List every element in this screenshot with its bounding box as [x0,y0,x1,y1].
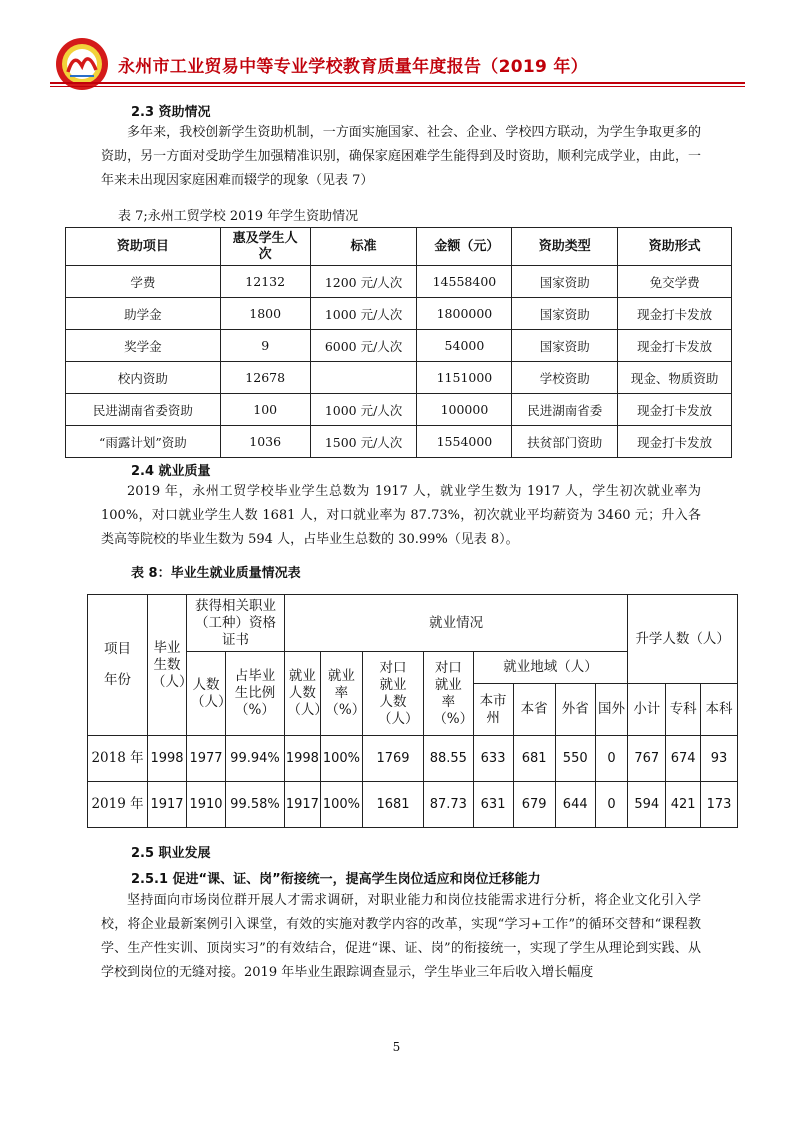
table-8-further-study-header: 升学人数（人） [628,595,738,684]
table-row [66,426,732,458]
table-cell: 1681 [362,782,423,828]
table-cell: 1977 [187,736,226,782]
table-row [66,362,732,394]
table-cell: 国家资助 [512,266,618,298]
table-cell: 88.55 [424,736,474,782]
table-cell: 民进湖南省委 [512,394,618,426]
table-7-header: 惠及学生人次 [220,228,310,266]
table-7-header: 资助形式 [618,228,732,266]
table-cell: 100% [320,782,362,828]
table-cell: 1998 [148,736,187,782]
table-cell: 1998 [284,736,320,782]
table-8-match-num-header: 对口就业人数（人） [362,652,423,736]
table-8-junior-header: 专科 [666,684,701,736]
table-8-emp-rate-header: 就业率（%） [320,652,362,736]
table-cell: 631 [473,782,513,828]
table-8-region-header: 就业地域（人） [473,652,628,684]
table-7-header: 金额（元） [417,228,512,266]
table-7-header: 资助项目 [66,228,221,266]
table-8-cert-header: 获得相关职业（工种）资格证书 [187,595,285,652]
table-cell: 现金打卡发放 [618,298,732,330]
table-row [66,298,732,330]
table-cell: 99.94% [225,736,284,782]
table-8-total-header: 小计 [628,684,666,736]
table-cell: 633 [473,736,513,782]
table-cell: 1769 [362,736,423,782]
table-cell: 93 [701,736,738,782]
table-7-header: 标准 [310,228,417,266]
table-8-abroad-header: 国外 [595,684,628,736]
section-2-4-paragraph: 2019 年，永州工贸学校毕业学生总数为 1917 人，就业学生数为 1917 人，学生初次就业率为 100%，对口就业学生人数 1681 人，对口就业率为 87.73%，初次就业平均薪资为 3460 元；升入各类高等院校的毕业生数为 594 人，占毕业生总数的 30.99%（见表 8）。 [101,484,701,547]
table-cell: 1910 [187,782,226,828]
table-8 [87,594,738,828]
table-cell: 100% [320,736,362,782]
table-cell: 民进湖南省委资助 [66,394,221,426]
table-7-header-row [66,228,732,266]
table-cell: 学校资助 [512,362,618,394]
table-cell: 1500 元/人次 [310,426,417,458]
table-row [66,394,732,426]
section-heading-2-3: 2.3 资助情况 [131,105,211,120]
table-7-header: 资助类型 [512,228,618,266]
table-cell: 现金打卡发放 [618,426,732,458]
table-cell: 奖学金 [66,330,221,362]
table-cell: 校内资助 [66,362,221,394]
table-cell: 9 [220,330,310,362]
header-title: 永州市工业贸易中等专业学校教育质量年度报告（2019 年） [118,57,588,77]
table-cell: 550 [555,736,595,782]
table-cell: 免交学费 [618,266,732,298]
table-cell: 679 [513,782,555,828]
table-row [88,736,738,782]
table-cell: 1036 [220,426,310,458]
table-cell: 学费 [66,266,221,298]
table-8-outside-header: 外省 [555,684,595,736]
table-8-local-header: 本市州 [473,684,513,736]
table-8-item-year-header: 项目 年份 [88,595,148,736]
section-subheading-2-5-1: 2.5.1 促进“课、证、岗”衔接统一，提高学生岗位适应和岗位迁移能力 [131,872,541,887]
table-cell: 国家资助 [512,330,618,362]
table-7 [65,227,732,458]
table-8-match-rate-header: 对口就业率（%） [424,652,474,736]
page-number: 5 [392,1040,401,1054]
table-7-caption: 表 7;永州工贸学校 2019 年学生资助情况 [118,209,359,224]
table-cell: 助学金 [66,298,221,330]
table-cell: 100 [220,394,310,426]
table-row [66,330,732,362]
section-2-3-paragraph: 多年来，我校创新学生资助机制，一方面实施国家、社会、企业、学校四方联动，为学生争取更多的资助，另一方面对受助学生加强精准识别，确保家庭困难学生能得到及时资助，顺利完成学业，由此，一年来未出现因家庭困难而辍学的现象（见表 7） [101,125,701,188]
table-row [88,782,738,828]
table-cell: 173 [701,782,738,828]
table-cell: 1000 元/人次 [310,298,417,330]
table-cell: 644 [555,782,595,828]
table-cell: 674 [666,736,701,782]
table-cell: 1800 [220,298,310,330]
table-cell: “雨露计划”资助 [66,426,221,458]
table-cell: 681 [513,736,555,782]
table-8-bachelor-header: 本科 [701,684,738,736]
table-cell: 现金打卡发放 [618,330,732,362]
table-cell: 87.73 [424,782,474,828]
table-cell: 1917 [148,782,187,828]
table-cell: 100000 [417,394,512,426]
table-cell: 1554000 [417,426,512,458]
table-cell: 421 [666,782,701,828]
table-cell: 2018 年 [88,736,148,782]
table-cell [310,362,417,394]
table-cell: 14558400 [417,266,512,298]
table-cell: 12678 [220,362,310,394]
table-cell: 767 [628,736,666,782]
table-cell: 54000 [417,330,512,362]
table-cell: 12132 [220,266,310,298]
section-heading-2-4: 2.4 就业质量 [131,464,211,479]
table-cell: 1800000 [417,298,512,330]
header-divider-thin [50,86,745,87]
table-cell: 扶贫部门资助 [512,426,618,458]
table-8-cert-num-header: 人数（人） [187,652,226,736]
section-heading-2-5: 2.5 职业发展 [131,846,211,861]
table-8-employment-header: 就业情况 [284,595,627,652]
table-8-emp-num-header: 就业人数（人） [284,652,320,736]
table-8-grad-header: 毕业生数（人） [148,595,187,736]
table-cell: 0 [595,782,628,828]
table-cell: 现金打卡发放 [618,394,732,426]
table-row [66,266,732,298]
table-cell: 6000 元/人次 [310,330,417,362]
table-cell: 现金、物质资助 [618,362,732,394]
table-cell: 1200 元/人次 [310,266,417,298]
table-8-cert-ratio-header: 占毕业生比例（%） [225,652,284,736]
table-cell: 国家资助 [512,298,618,330]
table-8-caption: 表 8：毕业生就业质量情况表 [131,566,301,581]
header-divider [50,82,745,84]
section-2-5-paragraph: 坚持面向市场岗位群开展人才需求调研，对职业能力和岗位技能需求进行分析，将企业文化引入学校，将企业最新案例引入课堂，有效的实施对教学内容的改革，实现“学习+工作”的循环交替和“课程教学、生产性实训、顶岗实习”的有效结合，促进“课、证、岗”的衔接统一，实现了学生从理论到实践、从学校到岗位的无缝对接。2019 年毕业生跟踪调查显示，学生毕业三年后收入增长幅度 [101,893,701,980]
table-cell: 0 [595,736,628,782]
table-8-province-header: 本省 [513,684,555,736]
table-cell: 1000 元/人次 [310,394,417,426]
table-cell: 99.58% [225,782,284,828]
table-cell: 1917 [284,782,320,828]
table-cell: 594 [628,782,666,828]
table-cell: 1151000 [417,362,512,394]
table-cell: 2019 年 [88,782,148,828]
